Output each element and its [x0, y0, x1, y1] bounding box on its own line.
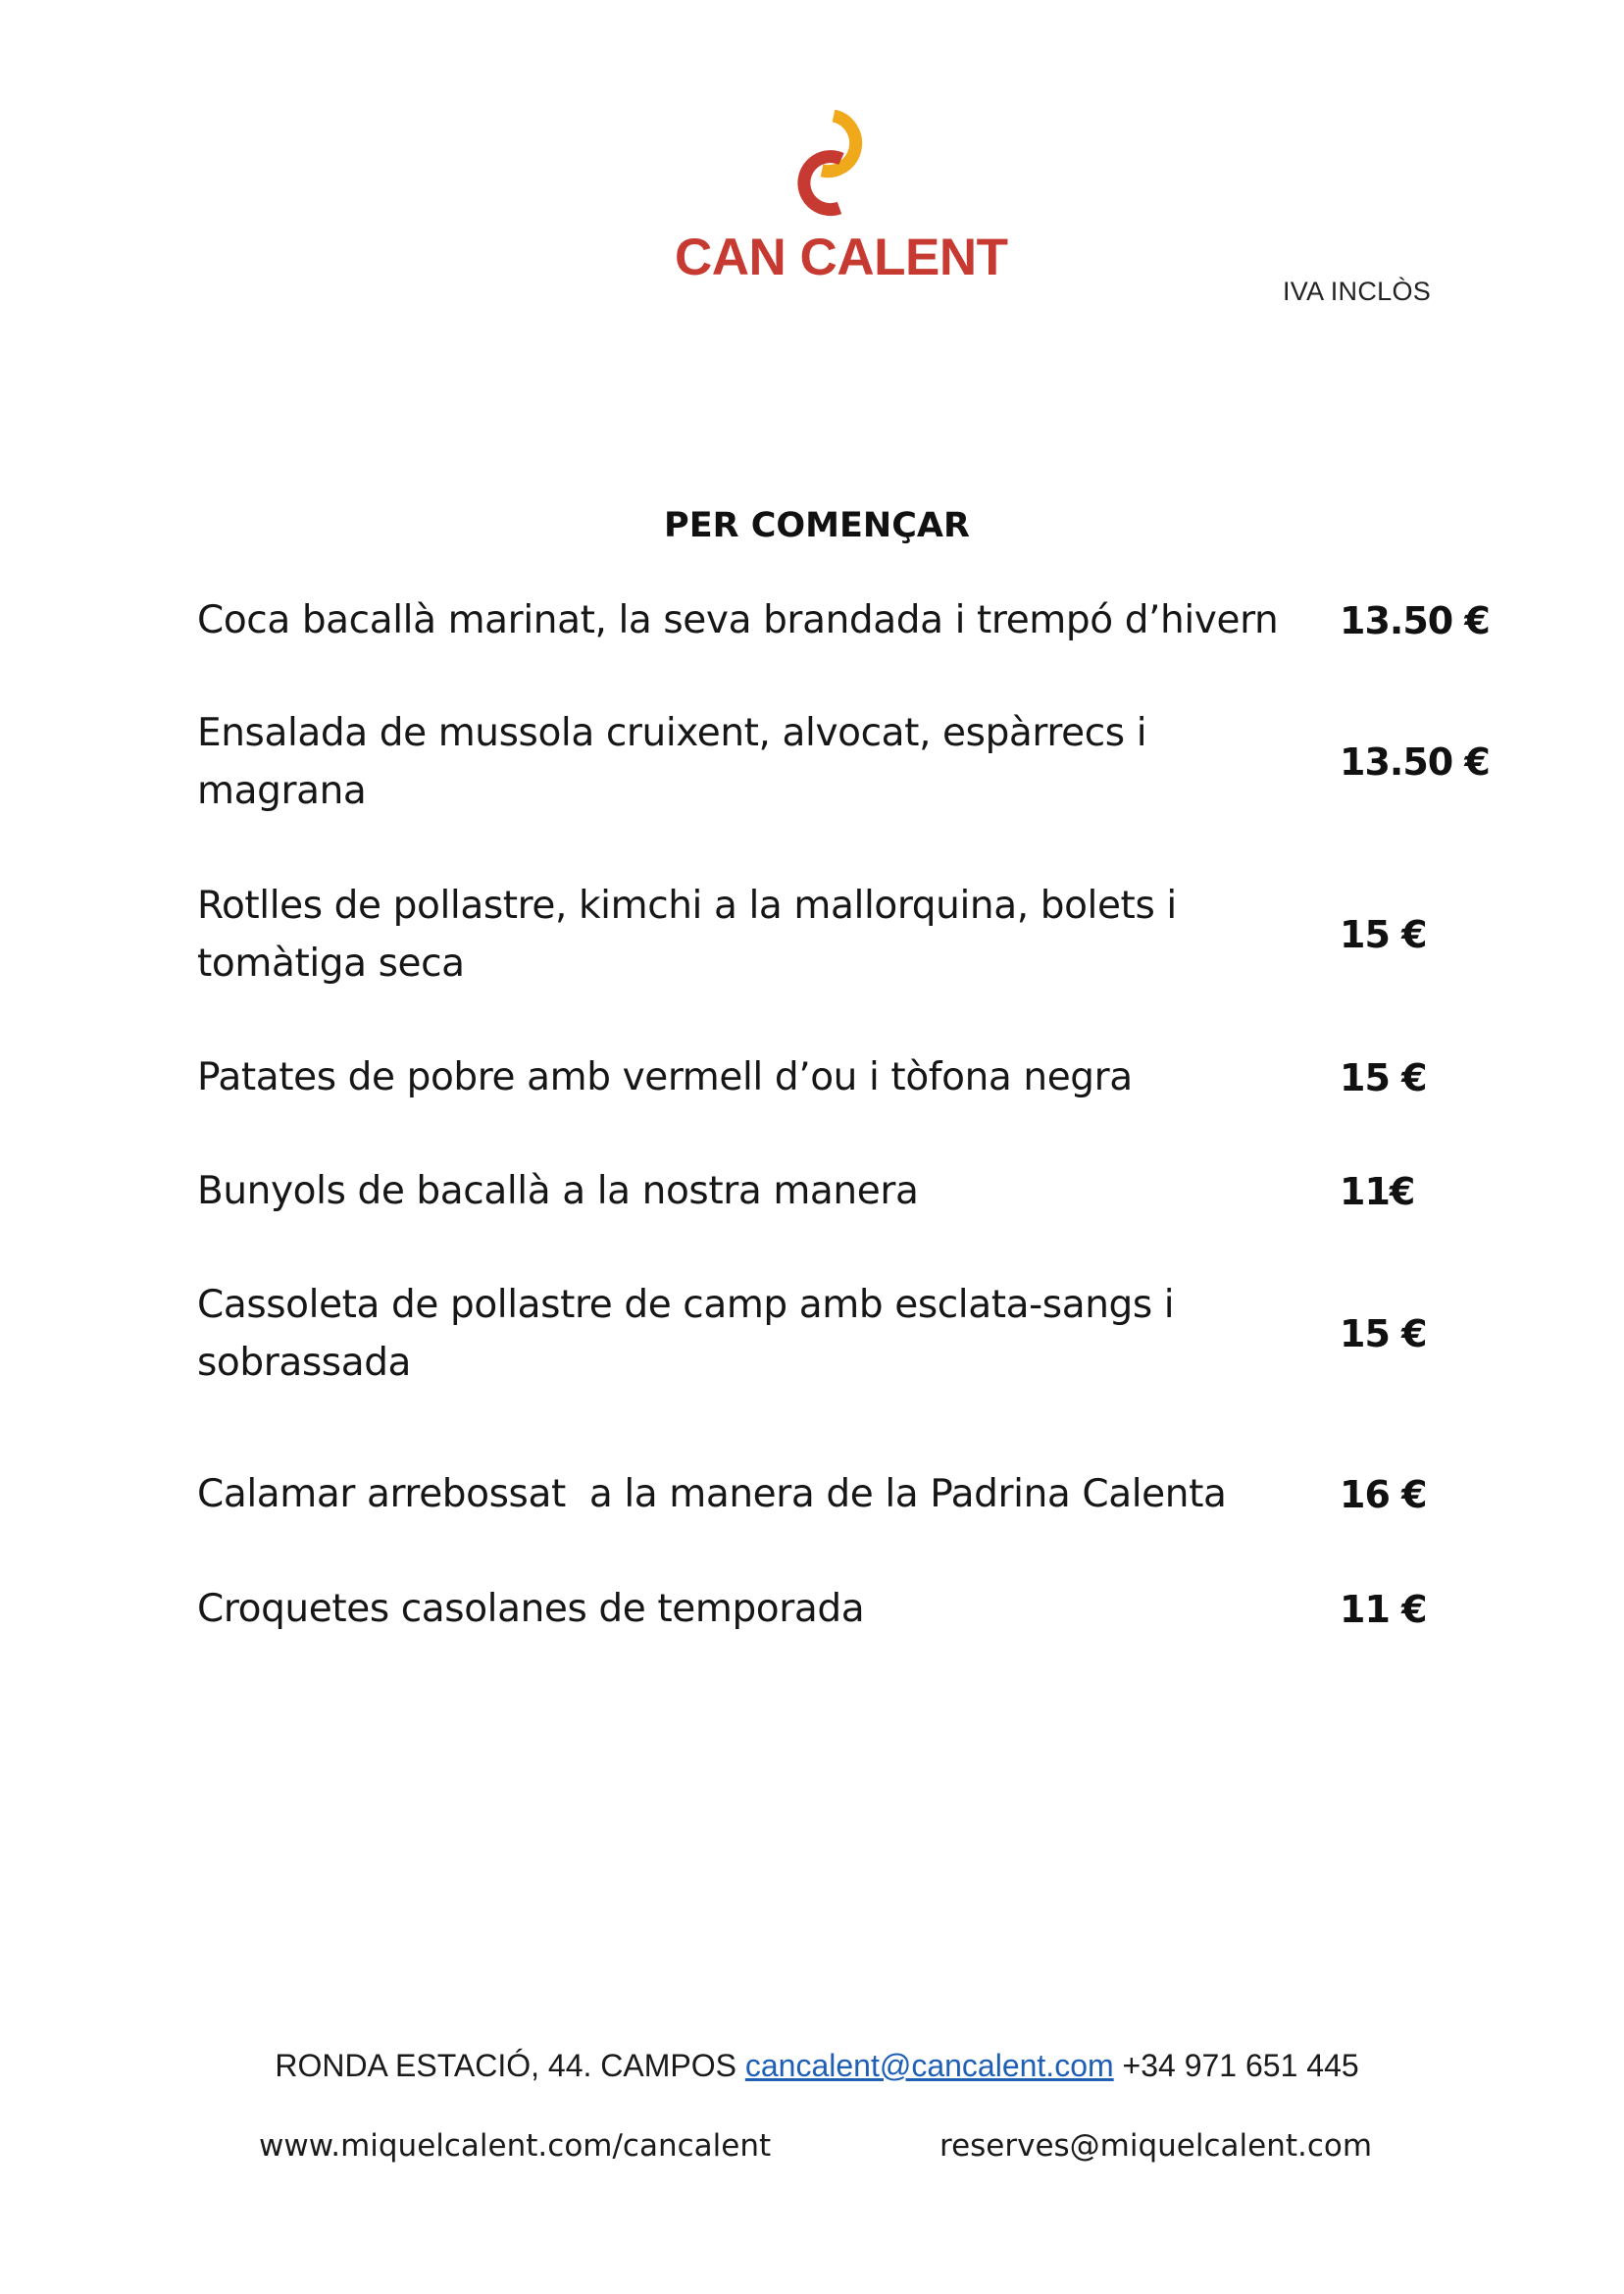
- footer-contact-line: [0, 2048, 1624, 2084]
- footer-address: RONDA ESTACIÓ, 44. CAMPOS: [275, 2048, 736, 2083]
- dish-price: 13.50 €: [1340, 598, 1490, 642]
- menu-item: [197, 1276, 1492, 1392]
- dish-price: 11€: [1340, 1169, 1415, 1213]
- dish-name: Ensalada de mussola cruixent, alvocat, espàrrecs i magrana: [197, 711, 1147, 813]
- dish-name: Calamar arrebossat a la manera de la Padrina Calenta: [197, 1472, 1227, 1516]
- logo-mark-icon: [783, 110, 881, 220]
- menu-item: [197, 1048, 1492, 1106]
- menu-item: [197, 877, 1492, 993]
- dish-price: 16 €: [1340, 1472, 1427, 1516]
- section-title: PER COMENÇAR: [664, 506, 970, 545]
- dish-price: 15 €: [1340, 1312, 1427, 1355]
- menu-item: [197, 591, 1492, 649]
- footer-email-link[interactable]: cancalent@cancalent.com: [744, 2048, 1114, 2083]
- restaurant-logo: [675, 110, 1008, 296]
- brand-name: CAN CALENT: [675, 229, 1008, 286]
- dish-price: 15 €: [1340, 1055, 1427, 1099]
- dish-name: Coca bacallà marinat, la seva brandada i trempó d’hivern: [197, 598, 1279, 642]
- footer-phone: +34 971 651 445: [1122, 2048, 1359, 2083]
- dish-name: Patates de pobre amb vermell d’ou i tòfona negra: [197, 1055, 1133, 1099]
- menu-item: [197, 1162, 1492, 1220]
- footer-website: www.miquelcalent.com/cancalent: [259, 2128, 772, 2164]
- dish-name: Croquetes casolanes de temporada: [197, 1587, 865, 1631]
- menu-item: [197, 1580, 1492, 1638]
- menu-item: [197, 704, 1492, 820]
- tax-included-note: IVA INCLÒS: [1283, 277, 1432, 306]
- dish-name: Rotlles de pollastre, kimchi a la mallorquina, bolets i tomàtiga seca: [197, 884, 1177, 986]
- footer-reservations-email: reserves@miquelcalent.com: [939, 2128, 1373, 2164]
- dish-name: Cassoleta de pollastre de camp amb esclata-sangs i sobrassada: [197, 1283, 1175, 1385]
- menu-item: [197, 1465, 1492, 1523]
- dish-price: 13.50 €: [1340, 740, 1490, 784]
- dish-price: 11 €: [1340, 1587, 1427, 1631]
- dish-price: 15 €: [1340, 913, 1427, 956]
- dish-name: Bunyols de bacallà a la nostra manera: [197, 1169, 919, 1213]
